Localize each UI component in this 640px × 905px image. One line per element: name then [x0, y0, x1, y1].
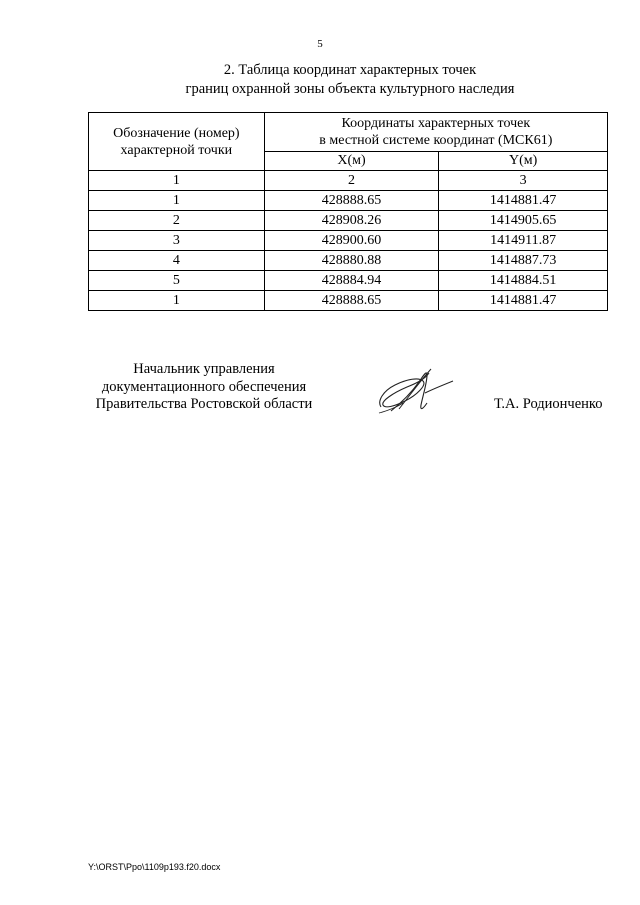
point-number: 5: [89, 271, 265, 291]
y-coordinate: 1414911.87: [439, 231, 608, 251]
point-number: 1: [89, 191, 265, 211]
x-coordinate: 428888.65: [264, 291, 439, 311]
point-number: 3: [89, 231, 265, 251]
footer-file-path: Y:\ORST\Ppo\1109p193.f20.docx: [88, 862, 221, 872]
table-row: [89, 211, 608, 231]
y-coordinate: 1414905.65: [439, 211, 608, 231]
column-number-row: [89, 171, 608, 191]
point-number: 4: [89, 251, 265, 271]
header-coordinates-line-1: Координаты характерных точек: [341, 116, 531, 131]
x-coordinate: 428908.26: [264, 211, 439, 231]
table-row: [89, 231, 608, 251]
x-coordinate: 428888.65: [264, 191, 439, 211]
x-coordinate: 428880.88: [264, 251, 439, 271]
point-number: 2: [89, 211, 265, 231]
x-coordinate: 428900.60: [264, 231, 439, 251]
handwritten-signature: [373, 363, 463, 421]
y-coordinate: 1414881.47: [439, 291, 608, 311]
table-row: [89, 191, 608, 211]
column-number: 1: [89, 171, 265, 191]
signatory-name: Т.А. Родионченко: [494, 396, 603, 412]
signatory-line-1: Начальник управления: [133, 361, 275, 377]
header-coordinates: [264, 113, 607, 152]
header-x: X(м): [264, 152, 439, 171]
table-title: [0, 61, 640, 99]
page-number: 5: [317, 38, 323, 50]
coordinates-table: [88, 112, 608, 311]
header-y: Y(м): [439, 152, 608, 171]
y-coordinate: 1414887.73: [439, 251, 608, 271]
title-line-2: границ охранной зоны объекта культурного наследия: [185, 81, 515, 97]
table-row: [89, 251, 608, 271]
column-number: 2: [264, 171, 439, 191]
signatory-line-2: документационного обеспечения: [101, 378, 307, 395]
point-number: 1: [89, 291, 265, 311]
table-row: [89, 291, 608, 311]
y-coordinate: 1414881.47: [439, 191, 608, 211]
column-number: 3: [439, 171, 608, 191]
header-coordinates-line-2: в местной системе координат (МСК61): [319, 133, 553, 148]
table-row: [89, 271, 608, 291]
signatory-line-3: Правительства Ростовской области: [95, 396, 313, 412]
x-coordinate: 428884.94: [264, 271, 439, 291]
signatory-position: [88, 361, 320, 414]
y-coordinate: 1414884.51: [439, 271, 608, 291]
header-point-designation: Обозначение (номер) характерной точки: [89, 113, 265, 171]
title-line-1: 2. Таблица координат характерных точек: [223, 62, 477, 78]
